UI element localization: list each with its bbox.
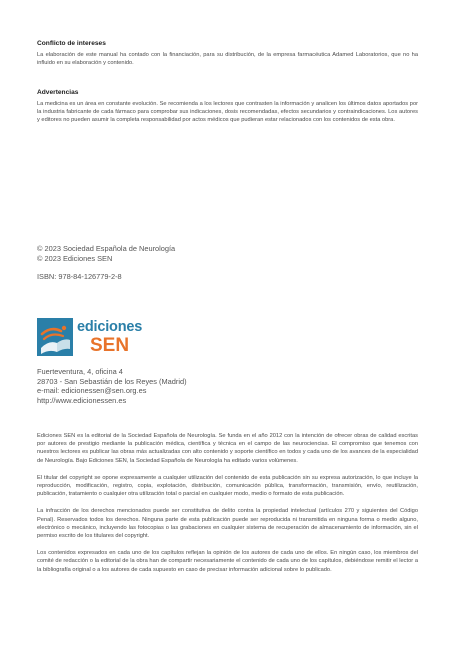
conflict-section [37, 39, 418, 67]
legal-paragraph-4: Los contenidos expresados en cada uno de los capítulos reflejan la opinión de los autores de cada uno de ellos. En ningún caso, los miembros del comité de redacción o la editorial de la obra han de compartir necesariamente el contenido de cada uno de los capítulos, debiéndose remitir el lector a la bibliografía original o a los autores de cada supuesto en caso de precisar información adicional sobre lo publicado. [37, 550, 418, 573]
warnings-heading: Advertencias [37, 89, 79, 96]
open-book-logo-icon [37, 318, 73, 356]
conflict-text: La elaboración de este manual ha contado con la financiación, para su distribución, de la empresa farmacéutica Adamed Laboratorios, que no ha influido en su elaboración y contenido. [37, 52, 418, 67]
warnings-text: La medicina es un área en constante evolución. Se recomienda a los lectores que contrasten la información y analicen los últimos datos aportados por la industria fabricante de cada fármaco para comprobar sus indicaciones, dosis recomendadas, efectos secundarios y contraindicaciones. Los autores y editores no pueden asumir la completa responsabilidad por actos médicos que pudieran estar relacionados con los contenidos de esta obra. [37, 101, 418, 124]
address-line-1: Fuerteventura, 4, oficina 4 [37, 367, 123, 376]
contact-section [37, 367, 418, 405]
warnings-section [37, 88, 418, 125]
conflict-heading: Conflicto de intereses [37, 40, 106, 47]
legal-paragraph-3: La infracción de los derechos mencionados puede ser constitutiva de delito contra la propiedad intelectual (artículos 270 y siguientes del Código Penal). Reservados todos los derechos. Ninguna parte de esta publicación puede ser reproducida ni transmitida en ninguna forma o medio alguno, electrónico o mecánico, incluyendo las fotocopias o las grabaciones en cualquier sistema de recuperación de almacenamiento de información, sin el permiso escrito de los titulares del copyright. [37, 508, 418, 540]
ediciones-sen-logo [37, 318, 147, 360]
legal-paragraph-1: Ediciones SEN es la editorial de la Sociedad Española de Neurología. Se funda en el año 2012 con la intención de ofrecer obras de calidad escritas por autores de prestigio mediante la publicación médica, científica y técnica en el campo de las neurociencias. El compromiso que tenemos con nuestros lectores es publicar las obras más actualizadas con alto contenido y soporte científico en todos y cada uno de los avances de la especialidad de Neurología. Bajo Ediciones SEN, la Sociedad Española de Neurología ha editado varios volúmenes. [37, 433, 418, 464]
copyright-ediciones: © 2023 Ediciones SEN [37, 253, 113, 263]
contact-email[interactable]: e-mail: edicionessen@sen.org.es [37, 386, 147, 396]
logo-word-ediciones: ediciones [77, 319, 143, 335]
isbn: ISBN: 978-84-126779-2-8 [37, 272, 122, 282]
copyright-sen: © 2023 Sociedad Española de Neurología [37, 244, 176, 253]
copyright-section [37, 244, 418, 282]
legal-paragraph-2: El titular del copyright se opone expresamente a cualquier utilización del contenido de esta publicación sin su expresa autorización, lo que incluye la reproducción, modificación, registro, copia, explotación, distribución, comunicación pública, transformación, transmisión, envío, reutilización, publicación, tratamiento o cualquier otra utilización total o parcial en cualquier modo, medio o formato de esta publicación. [37, 474, 418, 498]
legal-section [37, 432, 418, 574]
logo-word-sen: SEN [90, 335, 130, 356]
contact-web[interactable]: http://www.edicionessen.es [37, 395, 127, 405]
address-line-2: 28703 - San Sebastián de los Reyes (Madrid) [37, 376, 187, 386]
